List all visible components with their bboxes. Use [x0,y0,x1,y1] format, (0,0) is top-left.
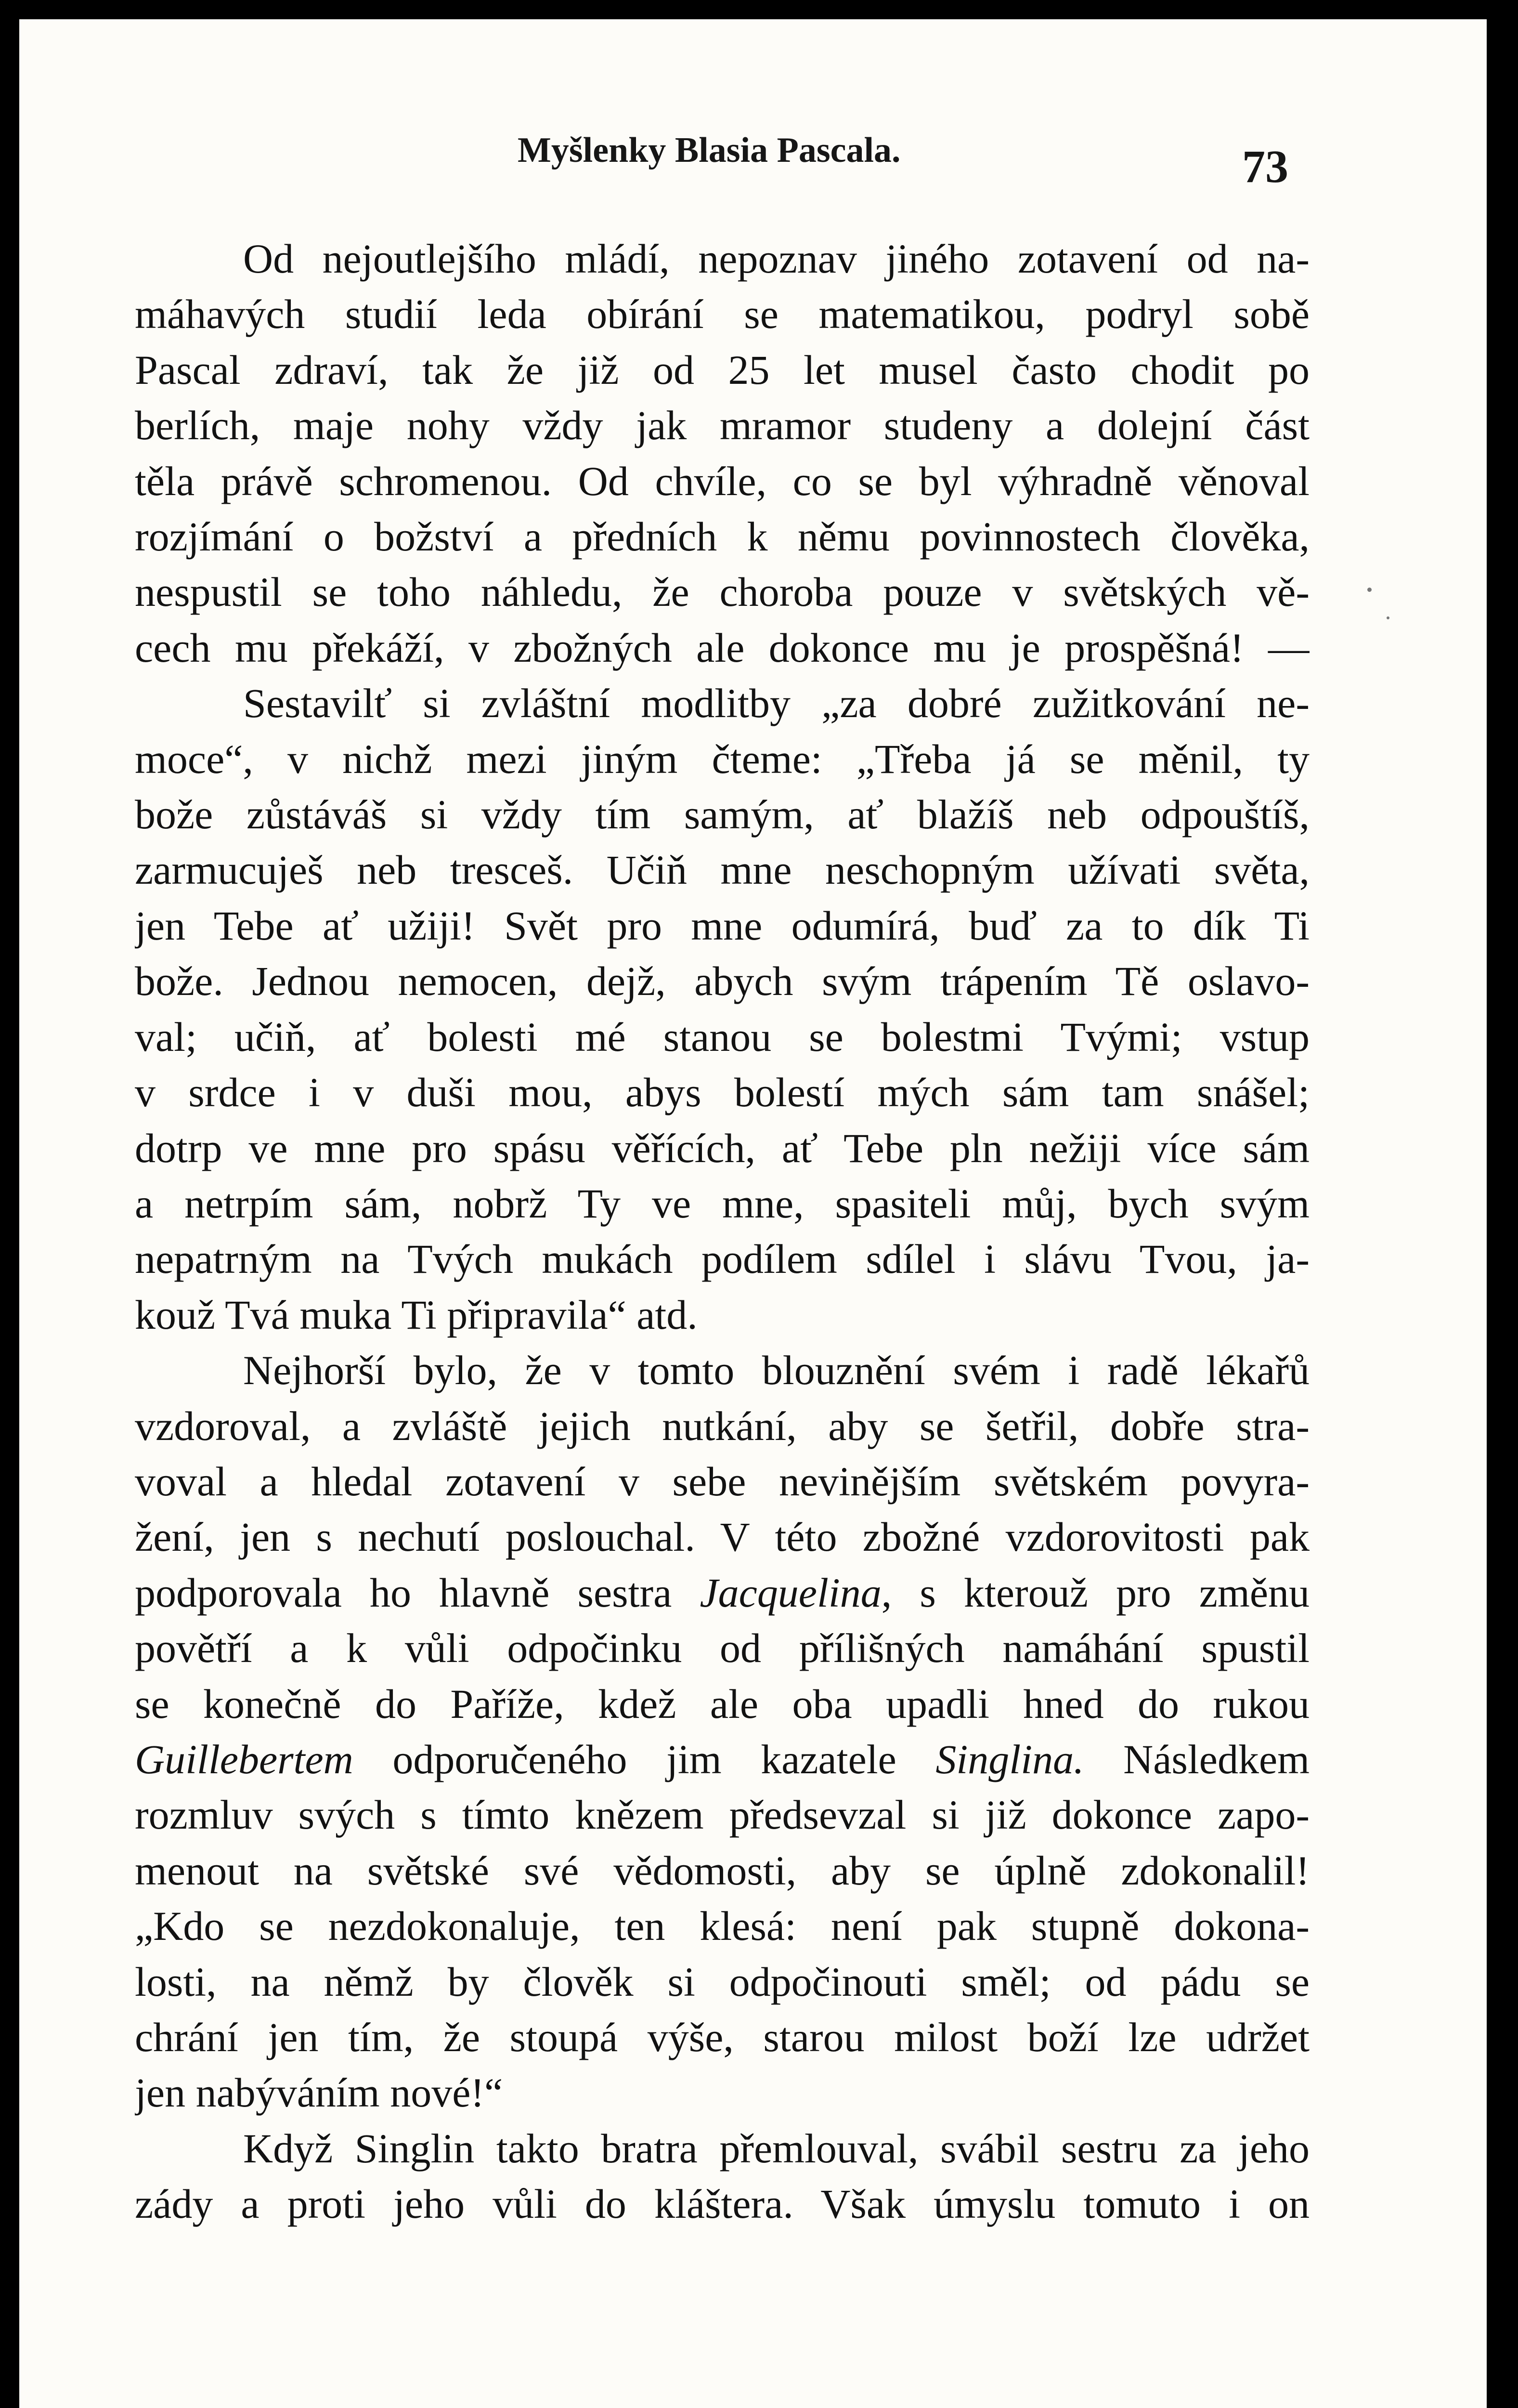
text-line [135,1565,1310,1621]
text-run: Následkem [1084,1736,1310,1782]
text-line: jen nabýváním nové!“ [135,2069,503,2116]
text-line: zády a proti jeho vůli do kláštera. Však úmyslu tomuto i on [135,2181,1310,2227]
text-line [135,1732,1310,1787]
text-line: dotrp ve mne pro spásu věřících, ať Tebe pln nežiji více sám [135,1125,1310,1171]
text-line: „Kdo se nezdokonaluje, ten klesá: není pak stupně dokona- [135,1903,1310,1950]
text-run: , s kterouž pro změnu [881,1569,1310,1616]
text-run: podporovala ho hlavně sestra [135,1569,700,1616]
text-line: bože. Jednou nemocen, dejž, abych svým trápením Tě oslavo- [135,958,1310,1005]
scan-speck [1367,588,1372,592]
text-line: máhavých studií leda obírání se matematikou, podryl sobě [135,291,1310,338]
page-header [19,130,1487,197]
body-text [135,231,1310,2232]
text-line: cech mu překáží, v zbožných ale dokonce mu je prospěšná! — [135,624,1310,671]
paragraph-1 [135,231,1310,676]
italic-name: Singlina. [935,1736,1084,1782]
text-line: rozmluv svých s tímto knězem předsevzal si již dokonce zapo- [135,1792,1310,1838]
text-line: Nejhorší bylo, že v tomto blouznění svém i radě lékařů [243,1347,1310,1394]
paragraph-4 [135,2121,1310,2232]
paragraph-3 [135,1343,1310,2121]
text-line: těla právě schromenou. Od chvíle, co se byl výhradně věnoval [135,458,1310,504]
text-line: losti, na němž by člověk si odpočinouti směl; od pádu se [135,1958,1310,2005]
text-line: Sestavilť si zvláštní modlitby „za dobré zužitkování ne- [243,680,1310,727]
book-page [19,19,1487,2408]
italic-name: Jacquelina [700,1569,882,1616]
text-line: voval a hledal zotavení v sebe nevinějším světském povyra- [135,1458,1310,1505]
page-number: 73 [1242,141,1288,192]
text-line: bože zůstáváš si vždy tím samým, ať blažíš neb odpouštíš, [135,791,1310,838]
running-title: Myšlenky Blasia Pascala. [518,131,901,170]
text-line: nepatrným na Tvých mukách podílem sdílel i slávu Tvou, ja- [135,1236,1310,1283]
text-line: se konečně do Paříže, kdež ale oba upadli hned do rukou [135,1680,1310,1727]
text-line: kouž Tvá muka Ti připravila“ atd. [135,1291,698,1338]
text-line: berlích, maje nohy vždy jak mramor studeny a dolejní část [135,402,1310,449]
text-line: Od nejoutlejšího mládí, nepoznav jiného zotavení od na- [243,236,1310,282]
text-line: povětří a k vůli odpočinku od přílišných namáhání spustil [135,1625,1310,1672]
text-line: žení, jen s nechutí poslouchal. V této zbožné vzdorovitosti pak [135,1514,1310,1560]
text-line: Když Singlin takto bratra přemlouval, svábil sestru za jeho [243,2125,1310,2172]
text-line: menout na světské své vědomosti, aby se úplně zdokonalil! [135,1847,1310,1894]
text-run: odporučeného jim kazatele [353,1736,936,1782]
text-line: v srdce i v duši mou, abys bolestí mých sám tam snášel; [135,1069,1310,1116]
paragraph-2 [135,676,1310,1343]
text-line: rozjímání o božství a předních k němu povinnostech člověka, [135,513,1310,560]
text-line: val; učiň, ať bolesti mé stanou se bolestmi Tvými; vstup [135,1013,1310,1060]
text-line: nespustil se toho náhledu, že choroba pouze v světských vě- [135,569,1310,615]
text-line: Pascal zdraví, tak že již od 25 let musel často chodit po [135,346,1310,393]
text-line: jen Tebe ať užiji! Svět pro mne odumírá, buď za to dík Ti [135,902,1310,949]
text-line: vzdoroval, a zvláště jejich nutkání, aby se šetřil, dobře stra- [135,1402,1310,1449]
scan-speck [1387,616,1389,619]
text-line: a netrpím sám, nobrž Ty ve mne, spasiteli můj, bych svým [135,1180,1310,1227]
text-line: zarmucuješ neb tresceš. Učiň mne neschopným užívati světa, [135,847,1310,893]
italic-name: Guillebertem [135,1736,353,1782]
text-line: moce“, v nichž mezi jiným čteme: „Třeba já se měnil, ty [135,735,1310,782]
text-line: chrání jen tím, že stoupá výše, starou milost boží lze udržet [135,2014,1310,2060]
